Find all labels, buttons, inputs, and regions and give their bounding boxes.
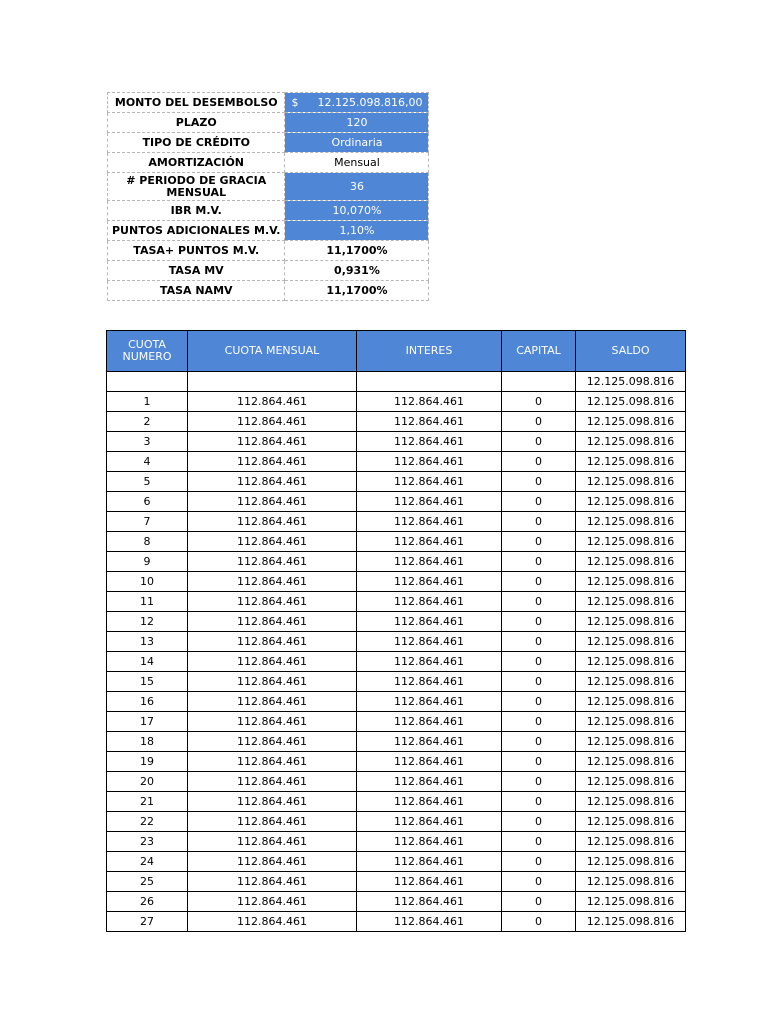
table-row bbox=[107, 492, 686, 512]
interes-cell: 112.864.461 bbox=[357, 852, 502, 872]
table-row bbox=[107, 712, 686, 732]
summary-row bbox=[108, 153, 429, 173]
table-row bbox=[107, 532, 686, 552]
cuota-mensual-cell: 112.864.461 bbox=[188, 412, 357, 432]
cuota-numero-cell bbox=[107, 372, 188, 392]
cuota-mensual-cell: 112.864.461 bbox=[188, 832, 357, 852]
saldo-cell: 12.125.098.816 bbox=[576, 772, 686, 792]
cuota-numero-cell: 22 bbox=[107, 812, 188, 832]
summary-label: # PERIODO DE GRACIA MENSUAL bbox=[108, 173, 285, 201]
saldo-cell: 12.125.098.816 bbox=[576, 732, 686, 752]
capital-cell: 0 bbox=[502, 612, 576, 632]
cuota-mensual-cell: 112.864.461 bbox=[188, 392, 357, 412]
capital-cell: 0 bbox=[502, 912, 576, 932]
table-row bbox=[107, 432, 686, 452]
capital-cell: 0 bbox=[502, 432, 576, 452]
cuota-numero-cell: 4 bbox=[107, 452, 188, 472]
cuota-mensual-cell: 112.864.461 bbox=[188, 852, 357, 872]
capital-cell: 0 bbox=[502, 872, 576, 892]
cuota-numero-cell: 27 bbox=[107, 912, 188, 932]
credit-summary-table bbox=[107, 92, 429, 301]
capital-cell: 0 bbox=[502, 452, 576, 472]
cuota-numero-cell: 10 bbox=[107, 572, 188, 592]
capital-cell bbox=[502, 372, 576, 392]
cuota-numero-cell: 1 bbox=[107, 392, 188, 412]
cuota-mensual-cell: 112.864.461 bbox=[188, 552, 357, 572]
summary-row bbox=[108, 133, 429, 153]
cuota-mensual-cell: 112.864.461 bbox=[188, 592, 357, 612]
cuota-mensual-cell: 112.864.461 bbox=[188, 692, 357, 712]
cuota-numero-cell: 17 bbox=[107, 712, 188, 732]
table-row bbox=[107, 752, 686, 772]
summary-value: 10,070% bbox=[285, 201, 429, 221]
interes-cell: 112.864.461 bbox=[357, 812, 502, 832]
summary-label: TIPO DE CRÉDITO bbox=[108, 133, 285, 153]
header-interes: INTERES bbox=[357, 331, 502, 372]
summary-label: TASA+ PUNTOS M.V. bbox=[108, 241, 285, 261]
interes-cell: 112.864.461 bbox=[357, 552, 502, 572]
interes-cell bbox=[357, 372, 502, 392]
summary-value: 120 bbox=[285, 113, 429, 133]
table-row bbox=[107, 572, 686, 592]
capital-cell: 0 bbox=[502, 692, 576, 712]
saldo-cell: 12.125.098.816 bbox=[576, 652, 686, 672]
cuota-mensual-cell: 112.864.461 bbox=[188, 772, 357, 792]
cuota-mensual-cell: 112.864.461 bbox=[188, 472, 357, 492]
cuota-numero-cell: 6 bbox=[107, 492, 188, 512]
saldo-cell: 12.125.098.816 bbox=[576, 872, 686, 892]
cuota-mensual-cell: 112.864.461 bbox=[188, 792, 357, 812]
cuota-numero-cell: 12 bbox=[107, 612, 188, 632]
interes-cell: 112.864.461 bbox=[357, 772, 502, 792]
summary-value: 36 bbox=[285, 173, 429, 201]
cuota-numero-cell: 5 bbox=[107, 472, 188, 492]
capital-cell: 0 bbox=[502, 672, 576, 692]
capital-cell: 0 bbox=[502, 512, 576, 532]
summary-row bbox=[108, 173, 429, 201]
interes-cell: 112.864.461 bbox=[357, 912, 502, 932]
cuota-mensual-cell: 112.864.461 bbox=[188, 812, 357, 832]
table-row bbox=[107, 732, 686, 752]
saldo-cell: 12.125.098.816 bbox=[576, 492, 686, 512]
capital-cell: 0 bbox=[502, 832, 576, 852]
interes-cell: 112.864.461 bbox=[357, 492, 502, 512]
cuota-numero-cell: 18 bbox=[107, 732, 188, 752]
interes-cell: 112.864.461 bbox=[357, 392, 502, 412]
summary-label: IBR M.V. bbox=[108, 201, 285, 221]
cuota-mensual-cell: 112.864.461 bbox=[188, 532, 357, 552]
table-row bbox=[107, 912, 686, 932]
summary-row bbox=[108, 261, 429, 281]
cuota-mensual-cell: 112.864.461 bbox=[188, 612, 357, 632]
interes-cell: 112.864.461 bbox=[357, 872, 502, 892]
cuota-numero-cell: 20 bbox=[107, 772, 188, 792]
cuota-numero-cell: 9 bbox=[107, 552, 188, 572]
cuota-numero-cell: 26 bbox=[107, 892, 188, 912]
cuota-numero-cell: 2 bbox=[107, 412, 188, 432]
saldo-cell: 12.125.098.816 bbox=[576, 812, 686, 832]
saldo-cell: 12.125.098.816 bbox=[576, 712, 686, 732]
saldo-cell: 12.125.098.816 bbox=[576, 372, 686, 392]
summary-label: MONTO DEL DESEMBOLSO bbox=[108, 93, 285, 113]
saldo-cell: 12.125.098.816 bbox=[576, 612, 686, 632]
cuota-mensual-cell: 112.864.461 bbox=[188, 512, 357, 532]
table-row bbox=[107, 452, 686, 472]
capital-cell: 0 bbox=[502, 632, 576, 652]
header-saldo: SALDO bbox=[576, 331, 686, 372]
table-row bbox=[107, 412, 686, 432]
interes-cell: 112.864.461 bbox=[357, 412, 502, 432]
cuota-mensual-cell: 112.864.461 bbox=[188, 492, 357, 512]
summary-value: 11,1700% bbox=[285, 281, 429, 301]
capital-cell: 0 bbox=[502, 812, 576, 832]
capital-cell: 0 bbox=[502, 412, 576, 432]
table-row bbox=[107, 472, 686, 492]
interes-cell: 112.864.461 bbox=[357, 472, 502, 492]
saldo-cell: 12.125.098.816 bbox=[576, 852, 686, 872]
capital-cell: 0 bbox=[502, 552, 576, 572]
saldo-cell: 12.125.098.816 bbox=[576, 832, 686, 852]
interes-cell: 112.864.461 bbox=[357, 532, 502, 552]
saldo-cell: 12.125.098.816 bbox=[576, 392, 686, 412]
saldo-cell: 12.125.098.816 bbox=[576, 412, 686, 432]
amortization-body bbox=[107, 372, 686, 932]
capital-cell: 0 bbox=[502, 592, 576, 612]
saldo-cell: 12.125.098.816 bbox=[576, 692, 686, 712]
interes-cell: 112.864.461 bbox=[357, 832, 502, 852]
cuota-mensual-cell: 112.864.461 bbox=[188, 892, 357, 912]
cuota-numero-cell: 25 bbox=[107, 872, 188, 892]
cuota-numero-cell: 21 bbox=[107, 792, 188, 812]
summary-value: 1,10% bbox=[285, 221, 429, 241]
capital-cell: 0 bbox=[502, 472, 576, 492]
cuota-numero-cell: 15 bbox=[107, 672, 188, 692]
summary-value: 11,1700% bbox=[285, 241, 429, 261]
summary-row bbox=[108, 281, 429, 301]
cuota-numero-cell: 3 bbox=[107, 432, 188, 452]
cuota-mensual-cell: 112.864.461 bbox=[188, 632, 357, 652]
table-row bbox=[107, 892, 686, 912]
cuota-mensual-cell: 112.864.461 bbox=[188, 732, 357, 752]
capital-cell: 0 bbox=[502, 892, 576, 912]
cuota-mensual-cell: 112.864.461 bbox=[188, 872, 357, 892]
saldo-cell: 12.125.098.816 bbox=[576, 672, 686, 692]
summary-row bbox=[108, 93, 429, 113]
interes-cell: 112.864.461 bbox=[357, 752, 502, 772]
header-cuota-mensual: CUOTA MENSUAL bbox=[188, 331, 357, 372]
table-row bbox=[107, 692, 686, 712]
cuota-mensual-cell: 112.864.461 bbox=[188, 672, 357, 692]
summary-label: AMORTIZACIÓN bbox=[108, 153, 285, 173]
cuota-numero-cell: 7 bbox=[107, 512, 188, 532]
table-row bbox=[107, 772, 686, 792]
table-row bbox=[107, 812, 686, 832]
interes-cell: 112.864.461 bbox=[357, 452, 502, 472]
amortization-table bbox=[106, 330, 686, 932]
table-row bbox=[107, 592, 686, 612]
table-row bbox=[107, 672, 686, 692]
cuota-mensual-cell: 112.864.461 bbox=[188, 752, 357, 772]
summary-value bbox=[285, 93, 429, 113]
saldo-cell: 12.125.098.816 bbox=[576, 472, 686, 492]
capital-cell: 0 bbox=[502, 792, 576, 812]
cuota-numero-cell: 19 bbox=[107, 752, 188, 772]
saldo-cell: 12.125.098.816 bbox=[576, 572, 686, 592]
summary-value: Ordinaria bbox=[285, 133, 429, 153]
capital-cell: 0 bbox=[502, 732, 576, 752]
cuota-mensual-cell: 112.864.461 bbox=[188, 572, 357, 592]
interes-cell: 112.864.461 bbox=[357, 712, 502, 732]
cuota-mensual-cell: 112.864.461 bbox=[188, 912, 357, 932]
capital-cell: 0 bbox=[502, 532, 576, 552]
capital-cell: 0 bbox=[502, 712, 576, 732]
saldo-cell: 12.125.098.816 bbox=[576, 432, 686, 452]
currency-symbol: $ bbox=[291, 95, 299, 109]
cuota-mensual-cell bbox=[188, 372, 357, 392]
cuota-mensual-cell: 112.864.461 bbox=[188, 652, 357, 672]
cuota-numero-cell: 8 bbox=[107, 532, 188, 552]
capital-cell: 0 bbox=[502, 492, 576, 512]
table-row bbox=[107, 792, 686, 812]
credit-summary-body bbox=[108, 93, 429, 301]
interes-cell: 112.864.461 bbox=[357, 692, 502, 712]
interes-cell: 112.864.461 bbox=[357, 632, 502, 652]
interes-cell: 112.864.461 bbox=[357, 792, 502, 812]
cuota-mensual-cell: 112.864.461 bbox=[188, 712, 357, 732]
interes-cell: 112.864.461 bbox=[357, 432, 502, 452]
summary-row bbox=[108, 113, 429, 133]
cuota-mensual-cell: 112.864.461 bbox=[188, 432, 357, 452]
interes-cell: 112.864.461 bbox=[357, 652, 502, 672]
table-row bbox=[107, 652, 686, 672]
cuota-numero-cell: 23 bbox=[107, 832, 188, 852]
saldo-cell: 12.125.098.816 bbox=[576, 452, 686, 472]
cuota-numero-cell: 13 bbox=[107, 632, 188, 652]
interes-cell: 112.864.461 bbox=[357, 732, 502, 752]
header-cuota-numero: CUOTA NUMERO bbox=[107, 331, 188, 372]
summary-label: TASA NAMV bbox=[108, 281, 285, 301]
cuota-numero-cell: 24 bbox=[107, 852, 188, 872]
interes-cell: 112.864.461 bbox=[357, 892, 502, 912]
table-row bbox=[107, 632, 686, 652]
saldo-cell: 12.125.098.816 bbox=[576, 532, 686, 552]
summary-row bbox=[108, 221, 429, 241]
summary-label: TASA MV bbox=[108, 261, 285, 281]
cuota-numero-cell: 11 bbox=[107, 592, 188, 612]
saldo-cell: 12.125.098.816 bbox=[576, 752, 686, 772]
summary-row bbox=[108, 201, 429, 221]
capital-cell: 0 bbox=[502, 852, 576, 872]
cuota-numero-cell: 16 bbox=[107, 692, 188, 712]
cuota-numero-cell: 14 bbox=[107, 652, 188, 672]
interes-cell: 112.864.461 bbox=[357, 592, 502, 612]
capital-cell: 0 bbox=[502, 572, 576, 592]
cuota-mensual-cell: 112.864.461 bbox=[188, 452, 357, 472]
saldo-cell: 12.125.098.816 bbox=[576, 552, 686, 572]
table-row bbox=[107, 612, 686, 632]
saldo-cell: 12.125.098.816 bbox=[576, 892, 686, 912]
interes-cell: 112.864.461 bbox=[357, 672, 502, 692]
header-capital: CAPITAL bbox=[502, 331, 576, 372]
interes-cell: 112.864.461 bbox=[357, 572, 502, 592]
table-row bbox=[107, 372, 686, 392]
summary-label: PLAZO bbox=[108, 113, 285, 133]
saldo-cell: 12.125.098.816 bbox=[576, 512, 686, 532]
summary-row bbox=[108, 241, 429, 261]
capital-cell: 0 bbox=[502, 652, 576, 672]
summary-amount: 12.125.098.816,00 bbox=[317, 95, 423, 109]
capital-cell: 0 bbox=[502, 772, 576, 792]
summary-label: PUNTOS ADICIONALES M.V. bbox=[108, 221, 285, 241]
capital-cell: 0 bbox=[502, 752, 576, 772]
capital-cell: 0 bbox=[502, 392, 576, 412]
saldo-cell: 12.125.098.816 bbox=[576, 792, 686, 812]
table-row bbox=[107, 872, 686, 892]
summary-value: 0,931% bbox=[285, 261, 429, 281]
saldo-cell: 12.125.098.816 bbox=[576, 632, 686, 652]
saldo-cell: 12.125.098.816 bbox=[576, 912, 686, 932]
table-row bbox=[107, 392, 686, 412]
table-row bbox=[107, 832, 686, 852]
table-row bbox=[107, 852, 686, 872]
amortization-header-row bbox=[107, 331, 686, 372]
table-row bbox=[107, 512, 686, 532]
table-row bbox=[107, 552, 686, 572]
summary-value: Mensual bbox=[285, 153, 429, 173]
saldo-cell: 12.125.098.816 bbox=[576, 592, 686, 612]
interes-cell: 112.864.461 bbox=[357, 612, 502, 632]
interes-cell: 112.864.461 bbox=[357, 512, 502, 532]
